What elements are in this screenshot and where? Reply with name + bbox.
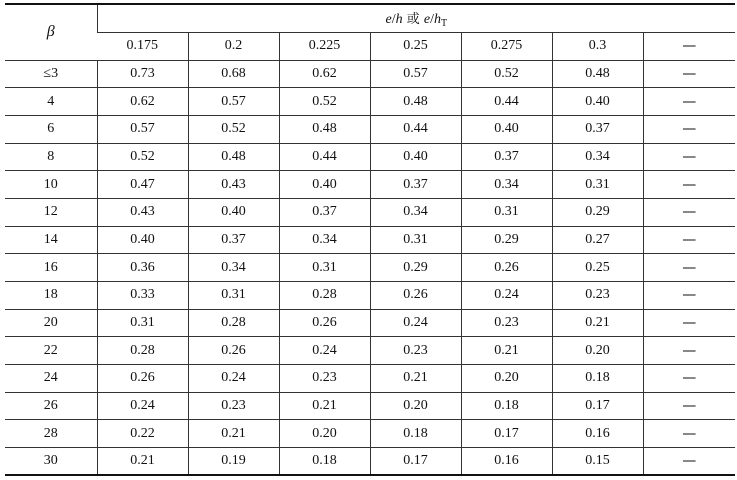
table-cell: —	[643, 60, 735, 88]
table-cell: 0.25	[552, 254, 643, 282]
table-cell: 0.40	[188, 198, 279, 226]
table-cell: —	[643, 337, 735, 365]
table-cell: 0.23	[552, 282, 643, 310]
table-cell: 0.44	[461, 88, 552, 116]
table-cell: 0.31	[188, 282, 279, 310]
table-cell: 0.62	[97, 88, 188, 116]
table-cell: 0.48	[552, 60, 643, 88]
table-cell: 0.57	[97, 115, 188, 143]
table-cell: 0.52	[279, 88, 370, 116]
table-row	[5, 337, 735, 365]
table-row	[5, 198, 735, 226]
table-cell: 0.44	[370, 115, 461, 143]
table-cell: 0.48	[188, 143, 279, 171]
table-row	[5, 60, 735, 88]
table-row	[5, 143, 735, 171]
table-cell: 0.23	[188, 392, 279, 420]
table-cell: 0.37	[552, 115, 643, 143]
table-cell: 0.21	[461, 337, 552, 365]
table-cell: —	[643, 143, 735, 171]
table-row	[5, 420, 735, 448]
group-header-h: h	[395, 11, 403, 27]
table-cell: 0.21	[97, 448, 188, 476]
table-cell: 0.31	[552, 171, 643, 199]
table-cell: 0.43	[188, 171, 279, 199]
table-cell: 0.21	[188, 420, 279, 448]
table-cell: 0.18	[552, 365, 643, 393]
table-row	[5, 115, 735, 143]
table-cell: 0.16	[552, 420, 643, 448]
beta-value: 18	[5, 282, 97, 310]
table-cell: 0.40	[279, 171, 370, 199]
table-cell: 0.20	[279, 420, 370, 448]
column-header: 0.275	[461, 32, 552, 60]
table-cell: 0.28	[188, 309, 279, 337]
table-cell: 0.40	[461, 115, 552, 143]
table-cell: —	[643, 254, 735, 282]
table-cell: 0.48	[370, 88, 461, 116]
table-cell: 0.27	[552, 226, 643, 254]
table-cell: 0.47	[97, 171, 188, 199]
beta-value: 8	[5, 143, 97, 171]
table-cell: 0.62	[279, 60, 370, 88]
group-header-slash: /	[391, 11, 396, 27]
table-cell: —	[643, 365, 735, 393]
beta-header: β	[5, 4, 97, 60]
table-cell: 0.57	[188, 88, 279, 116]
table-cell: —	[643, 392, 735, 420]
column-header: 0.2	[188, 32, 279, 60]
table-cell: 0.18	[370, 420, 461, 448]
group-header-subscript: T	[440, 17, 448, 29]
table-cell: —	[643, 115, 735, 143]
table-cell: 0.20	[552, 337, 643, 365]
table-row	[5, 448, 735, 476]
column-header: 0.3	[552, 32, 643, 60]
table-cell: 0.52	[97, 143, 188, 171]
table-cell: 0.23	[461, 309, 552, 337]
table-cell: 0.40	[552, 88, 643, 116]
table-cell: 0.29	[552, 198, 643, 226]
table-cell: 0.19	[188, 448, 279, 476]
table-cell: 0.21	[279, 392, 370, 420]
table-cell: 0.28	[279, 282, 370, 310]
group-header-e: e	[385, 11, 392, 27]
table-cell: 0.68	[188, 60, 279, 88]
table-cell: 0.23	[370, 337, 461, 365]
table-cell: —	[643, 226, 735, 254]
table-cell: 0.26	[279, 309, 370, 337]
table-cell: 0.17	[461, 420, 552, 448]
table-cell: 0.26	[188, 337, 279, 365]
table-cell: 0.15	[552, 448, 643, 476]
group-header-conjunction: 或	[402, 11, 424, 27]
table-cell: 0.73	[97, 60, 188, 88]
table-cell: 0.34	[279, 226, 370, 254]
table-cell: 0.26	[97, 365, 188, 393]
table-cell: 0.34	[461, 171, 552, 199]
table-cell: 0.52	[188, 115, 279, 143]
table-cell: 0.37	[461, 143, 552, 171]
table-cell: —	[643, 171, 735, 199]
table-cell: —	[643, 88, 735, 116]
beta-value: 12	[5, 198, 97, 226]
table-row	[5, 282, 735, 310]
table-cell: 0.20	[461, 365, 552, 393]
table-cell: 0.31	[370, 226, 461, 254]
table-cell: 0.31	[97, 309, 188, 337]
group-header-slash2: /	[430, 11, 434, 27]
table-row	[5, 392, 735, 420]
table-row	[5, 254, 735, 282]
table-cell: 0.16	[461, 448, 552, 476]
table-cell: 0.24	[188, 365, 279, 393]
beta-value: ≤3	[5, 60, 97, 88]
beta-value: 14	[5, 226, 97, 254]
table-cell: 0.52	[461, 60, 552, 88]
table-cell: 0.34	[188, 254, 279, 282]
table-row	[5, 365, 735, 393]
table-cell: 0.24	[279, 337, 370, 365]
table-cell: 0.26	[461, 254, 552, 282]
table-cell: 0.24	[461, 282, 552, 310]
table-cell: 0.18	[279, 448, 370, 476]
column-header: —	[643, 32, 735, 60]
table-cell: 0.24	[370, 309, 461, 337]
table-cell: 0.21	[552, 309, 643, 337]
table-cell: —	[643, 309, 735, 337]
table-cell: 0.57	[370, 60, 461, 88]
table-cell: —	[643, 448, 735, 476]
beta-value: 22	[5, 337, 97, 365]
table-row	[5, 226, 735, 254]
table-cell: 0.17	[370, 448, 461, 476]
beta-value: 6	[5, 115, 97, 143]
table-cell: —	[643, 198, 735, 226]
beta-value: 16	[5, 254, 97, 282]
column-header-row	[5, 32, 735, 60]
beta-value: 26	[5, 392, 97, 420]
beta-value: 28	[5, 420, 97, 448]
header-row	[5, 4, 735, 32]
table-cell: 0.22	[97, 420, 188, 448]
column-header: 0.25	[370, 32, 461, 60]
group-header-e2: e	[423, 11, 431, 27]
table-cell: 0.20	[370, 392, 461, 420]
table-body	[5, 60, 735, 475]
coefficient-table	[5, 3, 735, 476]
table-cell: 0.29	[461, 226, 552, 254]
table-cell: 0.24	[97, 392, 188, 420]
table-cell: 0.31	[279, 254, 370, 282]
eccentricity-group-header	[97, 4, 735, 32]
table-cell: 0.21	[370, 365, 461, 393]
column-header: 0.175	[97, 32, 188, 60]
table-cell: 0.26	[370, 282, 461, 310]
table-cell: 0.40	[97, 226, 188, 254]
table-cell: 0.23	[279, 365, 370, 393]
table-cell: 0.18	[461, 392, 552, 420]
table-row	[5, 171, 735, 199]
table-cell: 0.43	[97, 198, 188, 226]
beta-value: 30	[5, 448, 97, 476]
table-cell: —	[643, 420, 735, 448]
table-cell: 0.17	[552, 392, 643, 420]
table-cell: 0.40	[370, 143, 461, 171]
table-cell: 0.33	[97, 282, 188, 310]
column-header: 0.225	[279, 32, 370, 60]
table-cell: 0.34	[370, 198, 461, 226]
table-cell: 0.37	[279, 198, 370, 226]
group-header-h2: h	[433, 11, 441, 27]
table-cell: 0.31	[461, 198, 552, 226]
table-cell: 0.34	[552, 143, 643, 171]
table-cell: 0.44	[279, 143, 370, 171]
table-cell: —	[643, 282, 735, 310]
table-cell: 0.48	[279, 115, 370, 143]
table-cell: 0.36	[97, 254, 188, 282]
beta-value: 20	[5, 309, 97, 337]
beta-value: 4	[5, 88, 97, 116]
beta-value: 24	[5, 365, 97, 393]
table-cell: 0.37	[188, 226, 279, 254]
table-row	[5, 309, 735, 337]
beta-value: 10	[5, 171, 97, 199]
table-row	[5, 88, 735, 116]
table-cell: 0.37	[370, 171, 461, 199]
table-cell: 0.28	[97, 337, 188, 365]
table-cell: 0.29	[370, 254, 461, 282]
